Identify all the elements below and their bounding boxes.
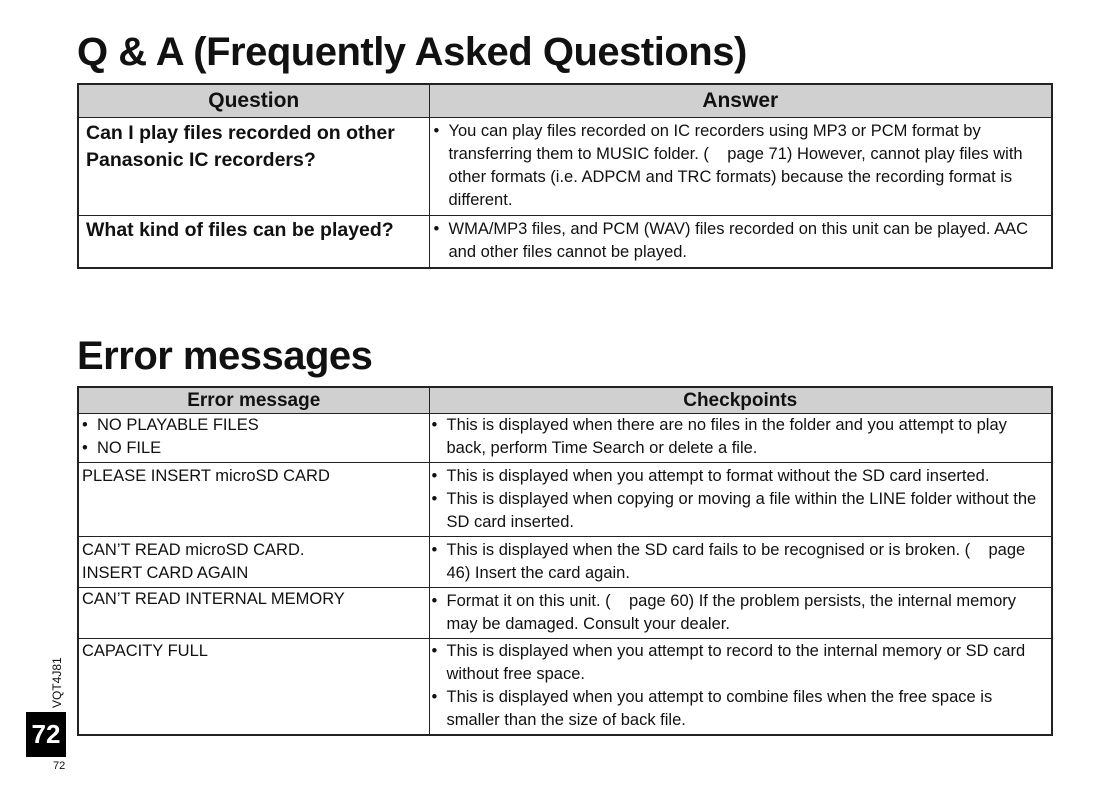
error-table	[77, 386, 1053, 736]
answer-column-header: Answer	[429, 84, 1052, 118]
bullet-icon: •	[431, 490, 438, 508]
answer-cell	[429, 216, 1052, 269]
bullet-icon: •	[82, 416, 88, 434]
qa-table-header-row	[78, 84, 1052, 118]
bullet-icon: •	[431, 642, 438, 660]
table-row	[78, 639, 1052, 736]
qa-section-title: Q & A (Frequently Asked Questions)	[77, 30, 747, 74]
list-item	[432, 539, 1050, 585]
list-item	[82, 414, 427, 437]
error-message-cell	[78, 588, 429, 639]
question-column-header: Question	[78, 84, 429, 118]
question-cell: What kind of files can be played?	[78, 216, 429, 269]
checkpoint-text: Format it on this unit. ( page 60) If the problem persists, the internal memory may be damaged. Consult your dealer.	[446, 592, 1016, 633]
bullet-icon: •	[431, 541, 438, 559]
document-code: VQT4J81	[50, 657, 64, 708]
error-message-cell	[78, 639, 429, 736]
table-row	[78, 118, 1052, 216]
table-row	[78, 588, 1052, 639]
bullet-icon: •	[433, 122, 440, 140]
table-row	[78, 216, 1052, 269]
list-item	[434, 218, 1048, 264]
checkpoint-text: This is displayed when you attempt to format without the SD card inserted.	[446, 467, 990, 485]
list-item	[432, 488, 1050, 534]
checkpoint-text: This is displayed when there are no files in the folder and you attempt to play back, perform Time Search or delete a file.	[446, 416, 1007, 457]
checkpoint-text: This is displayed when you attempt to record to the internal memory or SD card without free space.	[446, 642, 1026, 683]
list-item	[82, 437, 427, 460]
error-message-text: CAPACITY FULL	[82, 642, 208, 660]
error-message-cell	[78, 414, 429, 463]
error-message-column-header: Error message	[78, 387, 429, 414]
list-item	[432, 414, 1050, 460]
table-row	[78, 463, 1052, 537]
error-message-cell	[78, 537, 429, 588]
page-number-small: 72	[53, 760, 66, 772]
checkpoints-column-header: Checkpoints	[429, 387, 1052, 414]
bullet-icon: •	[433, 220, 440, 238]
answer-cell	[429, 118, 1052, 216]
error-message-cell	[78, 463, 429, 537]
table-row	[78, 537, 1052, 588]
checkpoint-text: This is displayed when copying or moving a file within the LINE folder without the SD card inserted.	[446, 490, 1037, 531]
bullet-icon: •	[431, 688, 438, 706]
checkpoint-text: This is displayed when the SD card fails to be recognised or is broken. ( page 46) Insert the card again.	[446, 541, 1026, 582]
checkpoints-cell	[429, 537, 1052, 588]
list-item	[432, 590, 1050, 636]
error-table-header-row	[78, 387, 1052, 414]
error-message-text: CAN’T READ microSD CARD.	[82, 541, 305, 559]
error-message-text: INSERT CARD AGAIN	[82, 564, 249, 582]
checkpoints-cell	[429, 414, 1052, 463]
error-message-text: PLEASE INSERT microSD CARD	[82, 467, 330, 485]
error-message-text: CAN’T READ INTERNAL MEMORY	[82, 590, 345, 608]
bullet-icon: •	[431, 467, 438, 485]
error-message-text: NO PLAYABLE FILES	[97, 416, 259, 434]
answer-text: WMA/MP3 files, and PCM (WAV) files recorded on this unit can be played. AAC and other files cannot be played.	[448, 220, 1029, 261]
error-message-text: NO FILE	[97, 439, 162, 457]
bullet-icon: •	[82, 439, 88, 457]
checkpoints-cell	[429, 588, 1052, 639]
checkpoint-text: This is displayed when you attempt to combine files when the free space is smaller than the size of back file.	[446, 688, 993, 729]
error-section-title: Error messages	[77, 334, 373, 378]
list-item	[434, 120, 1048, 212]
question-cell: Can I play files recorded on other Panasonic IC recorders?	[78, 118, 429, 216]
checkpoints-cell	[429, 639, 1052, 736]
table-row	[78, 414, 1052, 463]
list-item	[432, 465, 1050, 488]
bullet-icon: •	[431, 592, 438, 610]
qa-table	[77, 83, 1053, 269]
checkpoints-cell	[429, 463, 1052, 537]
answer-text: You can play files recorded on IC recorders using MP3 or PCM format by transferring them to MUSIC folder. ( page 71) However, cannot play files with other formats (i.e. ADPCM and TRC formats) because the recording format is different.	[448, 122, 1023, 209]
list-item	[432, 686, 1050, 732]
bullet-icon: •	[431, 416, 438, 434]
list-item	[432, 640, 1050, 686]
page-number-badge: 72	[26, 712, 66, 757]
